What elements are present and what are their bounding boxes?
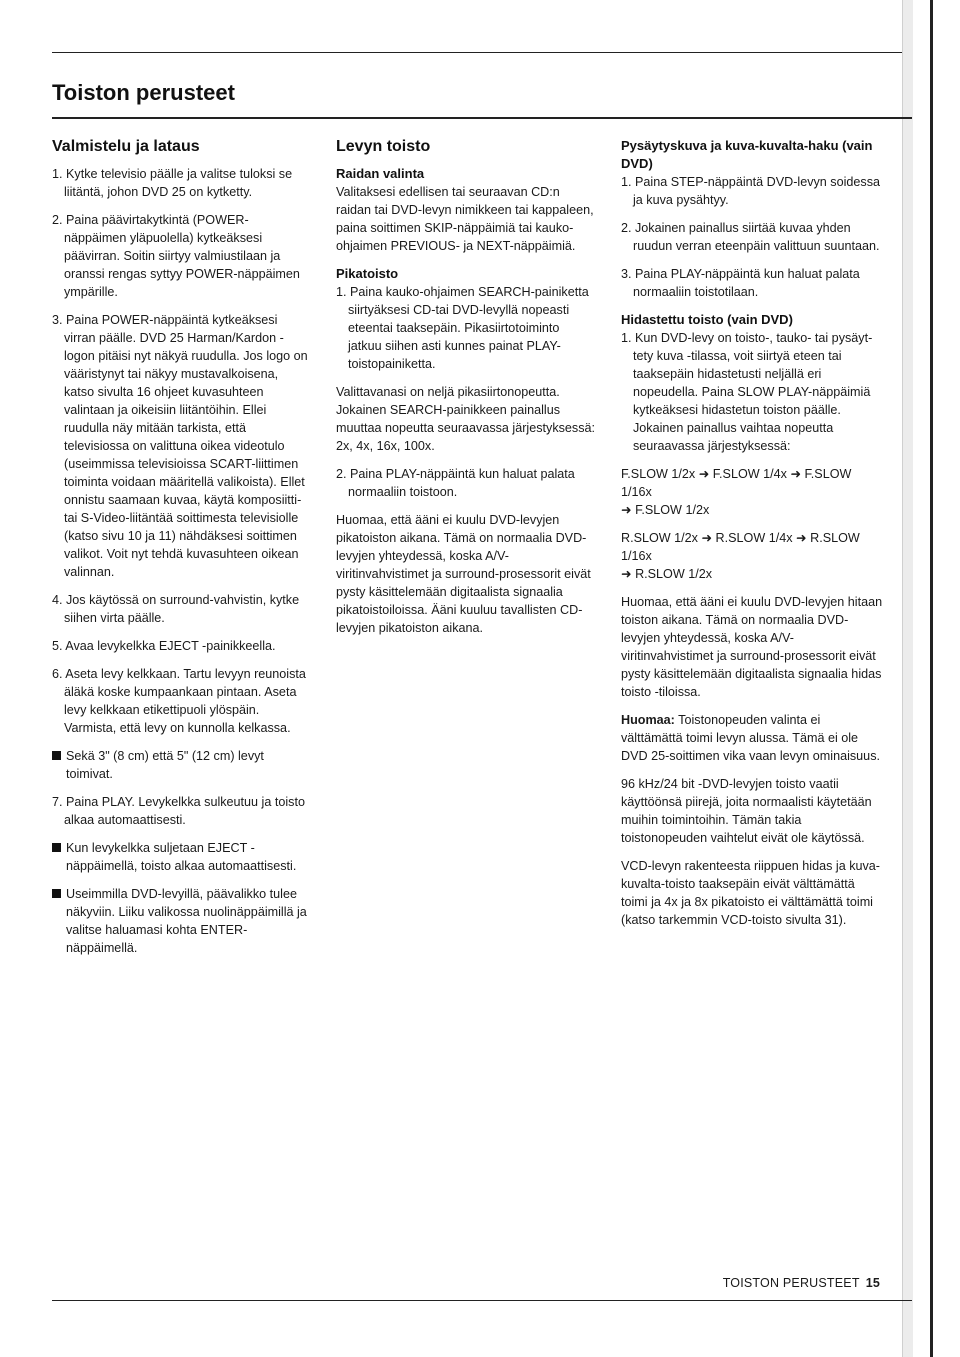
column-still-slow bbox=[621, 137, 883, 939]
fslow-4: F.SLOW 1/2x bbox=[635, 503, 710, 517]
note-main-menu: Useimmilla DVD-levyillä, päävalikko tulee näkyviin. Liiku valikossa nuolinäppäimillä ja valitse haluamasi kohta ENTER-näppäimellä. bbox=[52, 885, 310, 957]
step-5: 5. Avaa levykelkka EJECT -painikkeella. bbox=[52, 639, 276, 653]
still-step-1: 1. Paina STEP-näppäintä DVD-levyn soidessa ja kuva pysähtyy. bbox=[621, 175, 881, 207]
arrow-right-icon: ➜ bbox=[698, 467, 710, 481]
page-footer bbox=[720, 1276, 880, 1290]
fast-play-speeds: Valittavanasi on neljä pikasiirtonopeutta. Jokainen SEARCH-painikkeen painallus muuttaa nopeutta seuraavassa järjestyksessä: 2x, 4x, 16x, 100x. bbox=[336, 385, 596, 453]
subheading-slow-play: Hidastettu toisto (vain DVD) bbox=[621, 312, 793, 327]
vcd-note: VCD-levyn rakenteesta riippuen hidas ja kuva-kuvalta-toisto taaksepäin eivät välttämättä toimi ja 4x ja 8x pikatoisto ei välttämättä toimi (katso tarkemmin VCD-toisto sivulta 31). bbox=[621, 859, 881, 927]
arrow-right-icon: ➜ bbox=[790, 467, 801, 481]
arrow-right-icon: ➜ bbox=[621, 503, 632, 517]
step-1: 1. Kytke televisio päälle ja valitse tuloksi se liitäntä, johon DVD 25 on kytketty. bbox=[52, 167, 293, 199]
step-3: 3. Paina POWER-näppäintä kytkeäksesi virran päälle. DVD 25 Harman/Kardon -logon pitäisi nyt näkyä ruudulla. Jos logo on vääristynyt tai näkyy mustavalkoisena, katso sivulta 16 ohjeet kuvasuhteen valintaan ja oikeisiin liitäntöihin. Ellei ruudulla näy mitään tarkista, että televisiossa on valittuna oikea videotulo (useimmissa televisioissa SCART-liittimen toiminta voidaan määritellä valikoista). Ellet onnistu saamaan kuvaa, käytä komposiitti- tai S-Video-liitäntää soittimesta televisiolle (katso sivu 10 ja 11) nähdäksesi soittimen valikot. Voit nyt tehdä kuvasuhteen oikean valinnan. bbox=[52, 313, 308, 579]
subheading-track-select: Raidan valinta bbox=[336, 166, 425, 181]
hi-res-note: 96 kHz/24 bit -DVD-levyjen toisto vaatii käyttöönsä piirejä, joita normaalisti käytetään muihin toimintoihin. Tämän takia toistonopeuden vaihtelut eivät ole käytössä. bbox=[621, 777, 872, 845]
footer-label: TOISTON PERUSTEET bbox=[722, 1276, 860, 1290]
note-label: Huomaa: bbox=[621, 713, 675, 727]
top-rule bbox=[52, 52, 912, 53]
heading-preparation: Valmistelu ja lataus bbox=[52, 138, 200, 155]
column-preparation bbox=[52, 137, 310, 967]
page-number: 15 bbox=[865, 1276, 880, 1290]
subheading-fast-play: Pikatoisto bbox=[336, 266, 399, 281]
fast-play-note: Huomaa, että ääni ei kuulu DVD-levyjen pikatoiston aikana. Tämä on normaalia DVD-levyjen yhteydessä, koska A/V-viritinvahvistimet ja surround-prosessorit eivät pysty käsittelemään digitaalista signaalia pikatoistoiloissa. Ääni kuuluu tavallisten CD-levyjen pikatoiston aikana. bbox=[336, 513, 591, 635]
reverse-slow-sequence bbox=[621, 529, 883, 583]
fslow-1: F.SLOW 1/2x bbox=[621, 467, 696, 481]
step-2: 2. Paina päävirtakytkintä (POWER-näppäimen yläpuolella) kytkeäksesi päävirran. Soitin siirtyy valmiustilaan ja oranssi rengas syttyy POWER-näppäimen ympärille. bbox=[52, 213, 300, 299]
slow-step-1: 1. Kun DVD-levy on toisto-, tauko- tai pysäyttety kuva -tilassa, voit siirtyä eteen tai taaksepäin hidastetusti neljällä eri nopeudella. Paina SLOW PLAY-näppäimiä kytkeäksesi hidastetun toiston päälle. Jokainen painallus vaihtaa nopeutta seuraavassa järjestyksessä: bbox=[621, 331, 873, 453]
fslow-3: F.SLOW 1/16x bbox=[621, 467, 852, 499]
step-7: 7. Paina PLAY. Levykelkka sulkeutuu ja toisto alkaa automaattisesti. bbox=[52, 795, 305, 827]
fast-play-step-1: 1. Paina kauko-ohjaimen SEARCH-painiketta siirtyäksesi CD-tai DVD-levyllä nopeasti eteentai taaksepäin. Pikasiirtotoiminto jatkuu siihen asti kunnes painat PLAY-toistopainiketta. bbox=[336, 285, 589, 371]
rslow-4: R.SLOW 1/2x bbox=[635, 567, 713, 581]
page-title: Toiston perusteet bbox=[52, 80, 235, 105]
fast-play-step-2: 2. Paina PLAY-näppäintä kun haluat palata normaaliin toistoon. bbox=[336, 467, 575, 499]
rslow-3: R.SLOW 1/16x bbox=[621, 531, 860, 563]
note-disc-sizes: Sekä 3" (8 cm) että 5" (12 cm) levyt toimivat. bbox=[52, 747, 310, 783]
bottom-rule bbox=[52, 1300, 912, 1301]
rslow-2: R.SLOW 1/4x bbox=[715, 531, 793, 545]
note-text: Toistonopeuden valinta ei välttämättä toimi levyn alussa. Tämä ei ole DVD 25-soittimen vika vaan levyn ominaisuus. bbox=[621, 713, 880, 763]
arrow-right-icon: ➜ bbox=[796, 531, 807, 545]
heading-disc-playback: Levyn toisto bbox=[336, 138, 431, 155]
forward-slow-sequence bbox=[621, 465, 883, 519]
step-4: 4. Jos käytössä on surround-vahvistin, kytke siihen virta päälle. bbox=[52, 593, 300, 625]
page-edge-bar bbox=[902, 0, 913, 1357]
arrow-right-icon: ➜ bbox=[621, 567, 632, 581]
column-disc-playback bbox=[336, 137, 596, 647]
track-select-text: Valitaksesi edellisen tai seuraavan CD:n raidan tai DVD-levyn nimikkeen tai kappaleen, paina soittimen SKIP-näppäimiä tai kauko-ohjaimen PREVIOUS- ja NEXT-näppäimiä. bbox=[336, 185, 594, 253]
fslow-2: F.SLOW 1/4x bbox=[712, 467, 787, 481]
arrow-right-icon: ➜ bbox=[701, 531, 713, 545]
still-step-3: 3. Paina PLAY-näppäintä kun haluat palata normaaliin toistotilaan. bbox=[621, 267, 860, 299]
rslow-1: R.SLOW 1/2x bbox=[621, 531, 698, 545]
subheading-still-frame: Pysäytyskuva ja kuva-kuvalta-haku (vain DVD) bbox=[621, 138, 873, 171]
still-step-2: 2. Jokainen painallus siirtää kuvaa yhden ruudun verran eteenpäin valittuun suuntaan. bbox=[621, 221, 880, 253]
note-eject: Kun levykelkka suljetaan EJECT -näppäimellä, toisto alkaa automaattisesti. bbox=[52, 839, 310, 875]
speed-note bbox=[621, 711, 883, 765]
slow-play-note: Huomaa, että ääni ei kuulu DVD-levyjen hitaan toiston aikana. Tämä on normaalia DVD-levyjen yhteydessä, koska A/V-viritinvahvistimet ja surround-prosessorit eivät pysty käsittelemään digitaalista signaalia hidas toisto -tiloissa. bbox=[621, 595, 883, 699]
step-6: 6. Aseta levy kelkkaan. Tartu levyyn reunoista äläkä koske kumpaankaan pintaan. Aseta levy kelkkaan etikettipuoli ylöspäin. Varmista, että levy on kunnolla kelkassa. bbox=[52, 667, 306, 735]
page-edge-line bbox=[930, 0, 933, 1357]
title-rule bbox=[52, 117, 912, 119]
